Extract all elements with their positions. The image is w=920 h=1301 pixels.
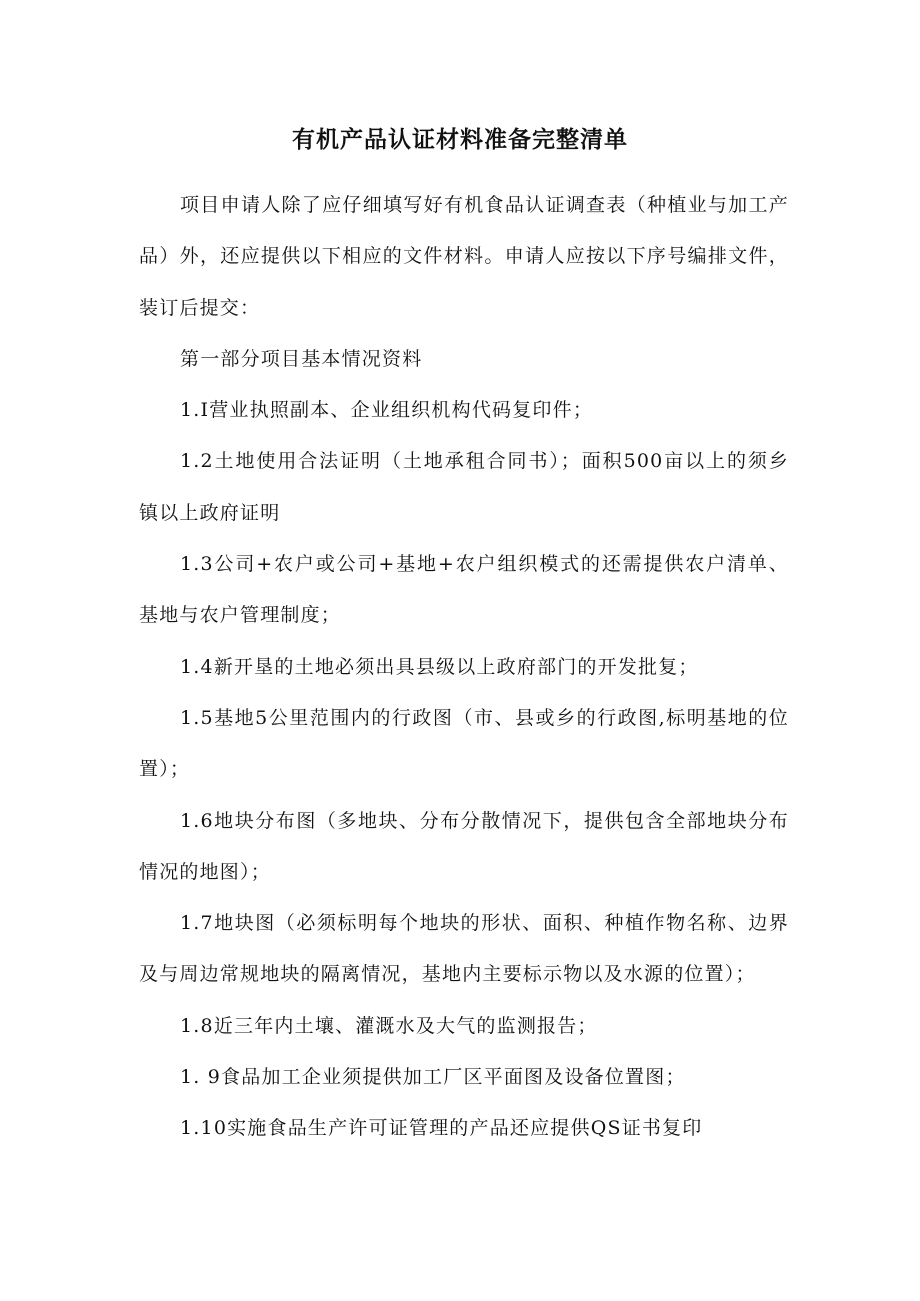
list-item-1-3: 1.3公司+农户或公司+基地+农户组织模式的还需提供农户清单、基地与农户管理制度；: [139, 553, 789, 627]
list-item-1-6: 1.6地块分布图（多地块、分布分散情况下，提供包含全部地块分布情况的地图）；: [139, 809, 789, 883]
document-title: 有机产品认证材料准备完整清单: [292, 127, 628, 153]
list-item-1-10: 1.10实施食品生产许可证管理的产品还应提供QS证书复印: [180, 1117, 703, 1140]
list-item-1-7: 1.7地块图（必须标明每个地块的形状、面积、种植作物名称、边界及与周边常规地块的隔离情况，基地内主要标示物以及水源的位置）；: [139, 912, 789, 986]
list-item-1-5: 1.5基地5公里范围内的行政图（市、县或乡的行政图,标明基地的位置）；: [139, 706, 789, 781]
intro-paragraph: 项目申请人除了应仔细填写好有机食品认证调查表（种植业与加工产品）外，还应提供以下相应的文件材料。申请人应按以下序号编排文件，装订后提交：: [139, 194, 789, 319]
list-item-1-9: 1. 9食品加工企业须提供加工厂区平面图及设备位置图；: [180, 1066, 686, 1089]
list-item-1-4: 1.4新开垦的土地必须出具县级以上政府部门的开发批复；: [180, 655, 699, 678]
section-heading: 第一部分项目基本情况资料: [180, 347, 423, 370]
document-body: [139, 180, 789, 1155]
list-item-1-1: 1.I营业执照副本、企业组织机构代码复印件；: [180, 399, 594, 422]
list-item-1-8: 1.8近三年内土壤、灌溉水及大气的监测报告；: [180, 1014, 598, 1037]
list-item-1-2: 1.2土地使用合法证明（土地承租合同书）；面积500亩以上的须乡镇以上政府证明: [139, 450, 789, 524]
